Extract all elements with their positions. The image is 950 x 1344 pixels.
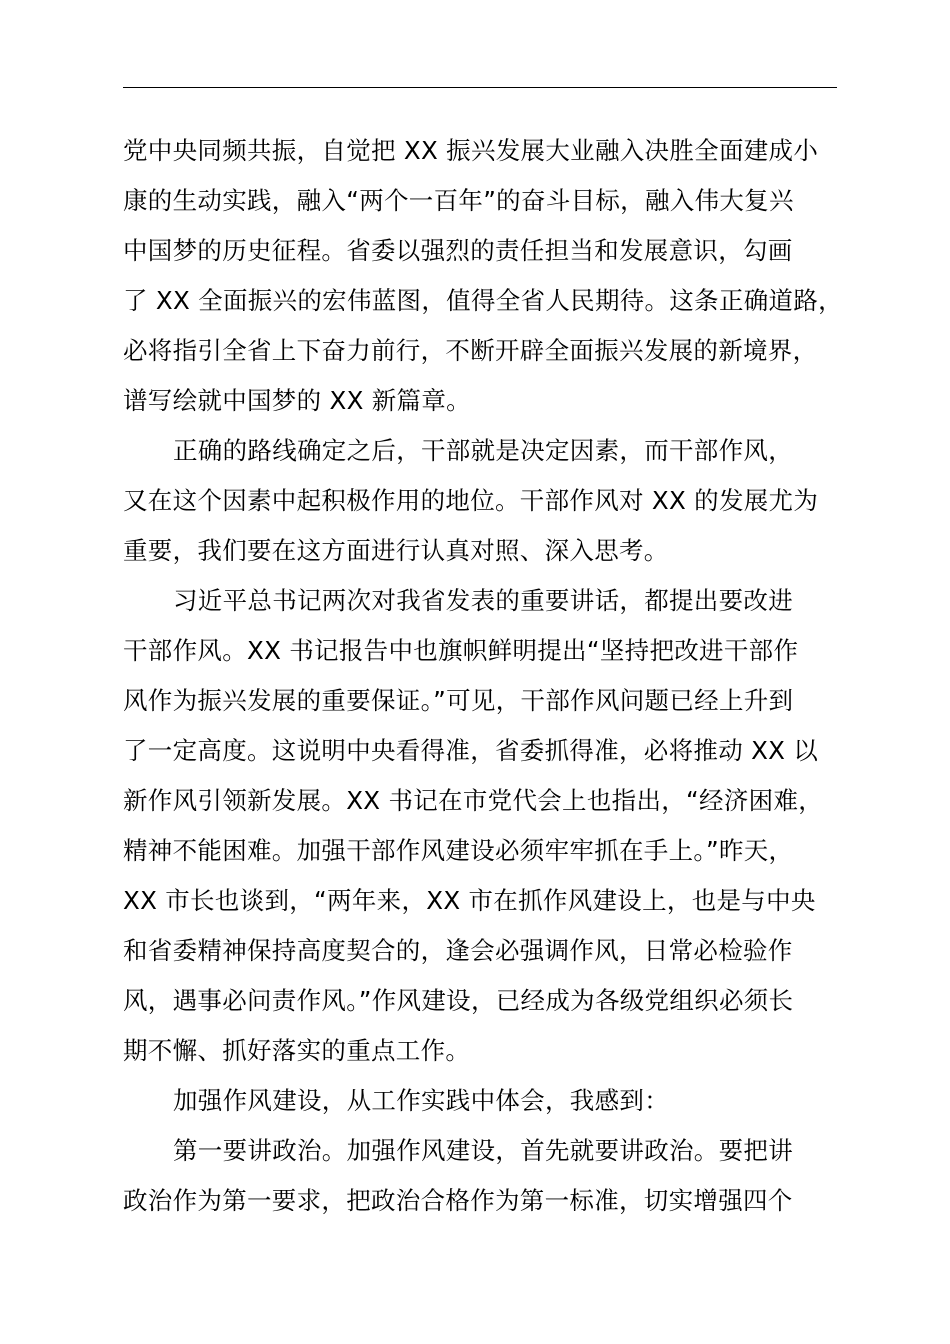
text-line: 必将指引全省上下奋力前行，不断开辟全面振兴发展的新境界， — [123, 336, 818, 365]
text-line: 干部作风。XX 书记报告中也旗帜鲜明提出“坚持把改进干部作 — [123, 636, 799, 665]
paragraph-start-line: 加强作风建设，从工作实践中体会，我感到： — [173, 1086, 669, 1115]
text-line: 了 XX 全面振兴的宏伟蓝图，值得全省人民期待。这条正确道路， — [123, 286, 843, 315]
text-line: 风作为振兴发展的重要保证。”可见，干部作风问题已经上升到 — [123, 686, 794, 715]
text-line: 重要，我们要在这方面进行认真对照、深入思考。 — [123, 536, 669, 565]
text-line: 中国梦的历史征程。省委以强烈的责任担当和发展意识，勾画 — [123, 236, 793, 265]
text-line: 康的生动实践，融入“两个一百年”的奋斗目标，融入伟大复兴 — [123, 186, 794, 215]
body-text — [123, 126, 863, 1226]
text-line: 新作风引领新发展。XX 书记在市党代会上也指出，“经济困难， — [123, 786, 824, 815]
text-line: 谱写绘就中国梦的 XX 新篇章。 — [123, 386, 471, 415]
paragraph-start-line: 习近平总书记两次对我省发表的重要讲话，都提出要改进 — [173, 586, 793, 615]
text-line: 精神不能困难。加强干部作风建设必须牢牢抓在手上。”昨天， — [123, 836, 794, 865]
text-line: 党中央同频共振，自觉把 XX 振兴发展大业融入决胜全面建成小 — [123, 136, 819, 165]
text-line: 期不懈、抓好落实的重点工作。 — [123, 1036, 471, 1065]
text-line: 了一定高度。这说明中央看得准，省委抓得准，必将推动 XX 以 — [123, 736, 819, 765]
header-rule — [123, 87, 837, 88]
text-line: 和省委精神保持高度契合的，逢会必强调作风，日常必检验作 — [123, 936, 793, 965]
text-line: 又在这个因素中起积极作用的地位。干部作风对 XX 的发展尤为 — [123, 486, 819, 515]
text-line: 风，遇事必问责作风。”作风建设，已经成为各级党组织必须长 — [123, 986, 794, 1015]
text-line: XX 市长也谈到，“两年来，XX 市在抓作风建设上，也是与中央 — [123, 886, 816, 915]
paragraph-start-line: 正确的路线确定之后，干部就是决定因素，而干部作风， — [173, 436, 793, 465]
paragraph-start-line: 第一要讲政治。加强作风建设，首先就要讲政治。要把讲 — [173, 1136, 793, 1165]
text-line: 政治作为第一要求，把政治合格作为第一标准，切实增强四个 — [123, 1186, 793, 1215]
